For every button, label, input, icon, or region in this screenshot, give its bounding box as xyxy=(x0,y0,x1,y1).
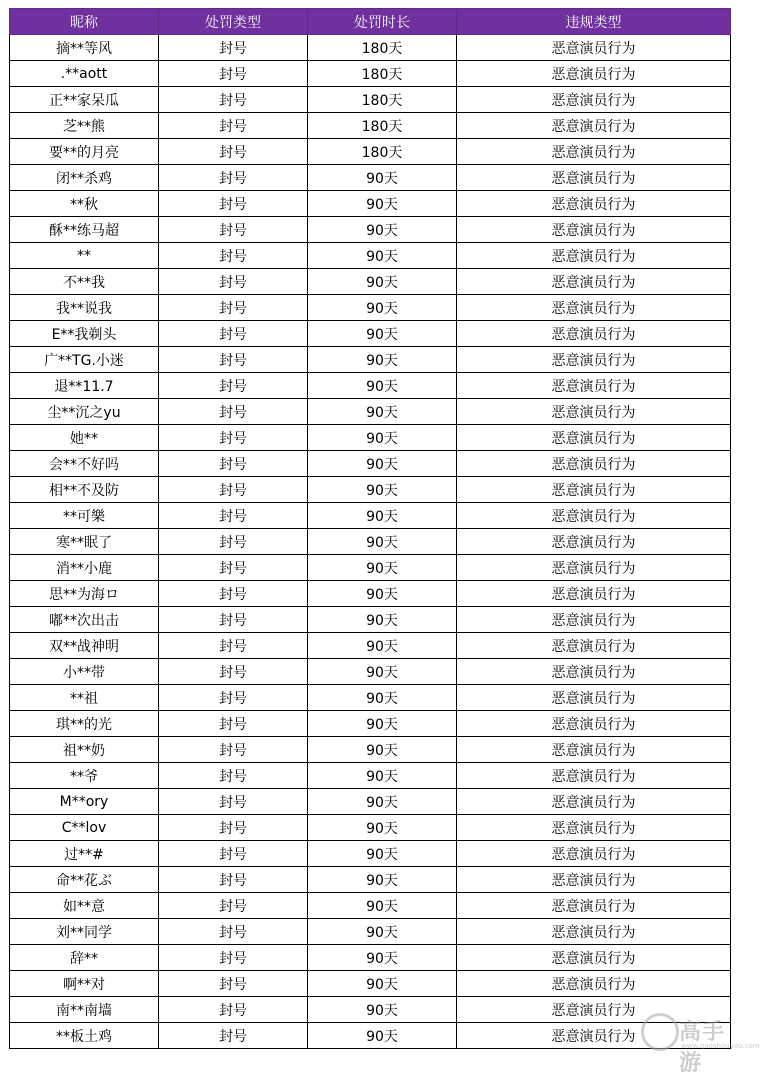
cell-nickname: 如**意 xyxy=(10,893,159,919)
table-row xyxy=(10,997,731,1023)
cell-nickname: 正**家呆瓜 xyxy=(10,87,159,113)
cell-penalty-type: 封号 xyxy=(159,503,308,529)
table-row xyxy=(10,971,731,997)
table-row xyxy=(10,321,731,347)
cell-penalty-type: 封号 xyxy=(159,87,308,113)
cell-penalty-duration: 90天 xyxy=(308,867,457,893)
cell-penalty-type: 封号 xyxy=(159,1023,308,1049)
cell-nickname: 琪**的光 xyxy=(10,711,159,737)
cell-penalty-duration: 90天 xyxy=(308,971,457,997)
cell-violation-type: 恶意演员行为 xyxy=(457,763,731,789)
cell-nickname: **爷 xyxy=(10,763,159,789)
cell-penalty-duration: 180天 xyxy=(308,113,457,139)
table-row xyxy=(10,139,731,165)
watermark-logo xyxy=(641,1009,760,1076)
cell-violation-type: 恶意演员行为 xyxy=(457,893,731,919)
cell-penalty-duration: 90天 xyxy=(308,373,457,399)
cell-nickname: .**aott xyxy=(10,61,159,87)
cell-nickname: **祖 xyxy=(10,685,159,711)
cell-penalty-duration: 90天 xyxy=(308,659,457,685)
cell-penalty-type: 封号 xyxy=(159,789,308,815)
cell-penalty-duration: 90天 xyxy=(308,581,457,607)
cell-penalty-duration: 180天 xyxy=(308,61,457,87)
cell-penalty-type: 封号 xyxy=(159,35,308,61)
cell-violation-type: 恶意演员行为 xyxy=(457,633,731,659)
table-row xyxy=(10,737,731,763)
watermark-text: 高手游 xyxy=(679,1020,726,1076)
cell-penalty-duration: 180天 xyxy=(308,87,457,113)
cell-nickname: 啊**对 xyxy=(10,971,159,997)
cell-penalty-duration: 180天 xyxy=(308,139,457,165)
cell-nickname: 我**说我 xyxy=(10,295,159,321)
cell-penalty-type: 封号 xyxy=(159,477,308,503)
cell-violation-type: 恶意演员行为 xyxy=(457,87,731,113)
cell-nickname: 闭**杀鸡 xyxy=(10,165,159,191)
table-row xyxy=(10,893,731,919)
cell-nickname: M**ory xyxy=(10,789,159,815)
cell-violation-type: 恶意演员行为 xyxy=(457,399,731,425)
watermark-badge-icon xyxy=(641,1013,679,1051)
cell-nickname: 祖**奶 xyxy=(10,737,159,763)
column-header-violation-type: 违规类型 xyxy=(457,9,731,35)
cell-violation-type: 恶意演员行为 xyxy=(457,269,731,295)
cell-penalty-type: 封号 xyxy=(159,61,308,87)
cell-penalty-duration: 90天 xyxy=(308,451,457,477)
table-row xyxy=(10,529,731,555)
table-row xyxy=(10,503,731,529)
cell-nickname: 会**不好吗 xyxy=(10,451,159,477)
table-row xyxy=(10,659,731,685)
cell-penalty-duration: 90天 xyxy=(308,919,457,945)
column-header-penalty-duration: 处罚时长 xyxy=(308,9,457,35)
cell-violation-type: 恶意演员行为 xyxy=(457,685,731,711)
cell-penalty-duration: 90天 xyxy=(308,165,457,191)
cell-penalty-duration: 90天 xyxy=(308,477,457,503)
cell-nickname: 要**的月亮 xyxy=(10,139,159,165)
cell-penalty-duration: 90天 xyxy=(308,399,457,425)
penalty-table-container xyxy=(9,8,730,1049)
table-header-row xyxy=(10,9,731,35)
cell-nickname: **秋 xyxy=(10,191,159,217)
cell-violation-type: 恶意演员行为 xyxy=(457,139,731,165)
table-row xyxy=(10,87,731,113)
cell-nickname: 消**小鹿 xyxy=(10,555,159,581)
table-row xyxy=(10,711,731,737)
cell-penalty-type: 封号 xyxy=(159,867,308,893)
table-row xyxy=(10,815,731,841)
column-header-penalty-type: 处罚类型 xyxy=(159,9,308,35)
cell-violation-type: 恶意演员行为 xyxy=(457,295,731,321)
cell-penalty-duration: 90天 xyxy=(308,555,457,581)
cell-penalty-type: 封号 xyxy=(159,945,308,971)
table-row xyxy=(10,555,731,581)
cell-violation-type: 恶意演员行为 xyxy=(457,425,731,451)
cell-violation-type: 恶意演员行为 xyxy=(457,321,731,347)
cell-penalty-duration: 90天 xyxy=(308,763,457,789)
cell-penalty-duration: 90天 xyxy=(308,269,457,295)
cell-violation-type: 恶意演员行为 xyxy=(457,711,731,737)
cell-penalty-type: 封号 xyxy=(159,425,308,451)
cell-penalty-type: 封号 xyxy=(159,581,308,607)
cell-penalty-type: 封号 xyxy=(159,243,308,269)
table-row xyxy=(10,1023,731,1049)
cell-penalty-duration: 90天 xyxy=(308,685,457,711)
table-row xyxy=(10,685,731,711)
cell-violation-type: 恶意演员行为 xyxy=(457,997,731,1023)
cell-penalty-type: 封号 xyxy=(159,633,308,659)
cell-penalty-type: 封号 xyxy=(159,841,308,867)
cell-nickname: 芝**熊 xyxy=(10,113,159,139)
cell-nickname: 嘟**次出击 xyxy=(10,607,159,633)
cell-violation-type: 恶意演员行为 xyxy=(457,945,731,971)
cell-penalty-type: 封号 xyxy=(159,997,308,1023)
table-row xyxy=(10,61,731,87)
cell-nickname: 不**我 xyxy=(10,269,159,295)
cell-penalty-duration: 90天 xyxy=(308,503,457,529)
cell-nickname: **板土鸡 xyxy=(10,1023,159,1049)
table-row xyxy=(10,373,731,399)
table-row xyxy=(10,243,731,269)
table-row xyxy=(10,867,731,893)
cell-penalty-type: 封号 xyxy=(159,321,308,347)
cell-violation-type: 恶意演员行为 xyxy=(457,243,731,269)
table-row xyxy=(10,295,731,321)
cell-violation-type: 恶意演员行为 xyxy=(457,581,731,607)
cell-nickname: 相**不及防 xyxy=(10,477,159,503)
cell-nickname: C**lov xyxy=(10,815,159,841)
table-row xyxy=(10,269,731,295)
cell-penalty-type: 封号 xyxy=(159,893,308,919)
cell-nickname: 辞** xyxy=(10,945,159,971)
cell-penalty-duration: 90天 xyxy=(308,191,457,217)
cell-penalty-duration: 90天 xyxy=(308,425,457,451)
table-row xyxy=(10,763,731,789)
cell-nickname: 南**南墙 xyxy=(10,997,159,1023)
cell-violation-type: 恶意演员行为 xyxy=(457,113,731,139)
cell-violation-type: 恶意演员行为 xyxy=(457,477,731,503)
cell-violation-type: 恶意演员行为 xyxy=(457,555,731,581)
cell-penalty-type: 封号 xyxy=(159,139,308,165)
cell-penalty-duration: 90天 xyxy=(308,997,457,1023)
table-row xyxy=(10,581,731,607)
cell-nickname: 刘**同学 xyxy=(10,919,159,945)
cell-penalty-type: 封号 xyxy=(159,685,308,711)
cell-violation-type: 恶意演员行为 xyxy=(457,165,731,191)
cell-penalty-type: 封号 xyxy=(159,295,308,321)
cell-violation-type: 恶意演员行为 xyxy=(457,1023,731,1049)
table-row xyxy=(10,399,731,425)
table-row xyxy=(10,477,731,503)
cell-penalty-duration: 90天 xyxy=(308,711,457,737)
table-row xyxy=(10,789,731,815)
table-row xyxy=(10,165,731,191)
watermark-subtext: www.gaoshouyou.com xyxy=(681,1042,760,1050)
cell-penalty-duration: 90天 xyxy=(308,789,457,815)
table-row xyxy=(10,841,731,867)
cell-nickname: 她** xyxy=(10,425,159,451)
cell-penalty-type: 封号 xyxy=(159,347,308,373)
cell-nickname: 小**带 xyxy=(10,659,159,685)
cell-violation-type: 恶意演员行为 xyxy=(457,503,731,529)
cell-penalty-type: 封号 xyxy=(159,971,308,997)
cell-nickname: 思**为海ロ xyxy=(10,581,159,607)
cell-penalty-duration: 90天 xyxy=(308,347,457,373)
cell-violation-type: 恶意演员行为 xyxy=(457,451,731,477)
cell-nickname: 双**战神明 xyxy=(10,633,159,659)
cell-penalty-duration: 90天 xyxy=(308,607,457,633)
cell-penalty-type: 封号 xyxy=(159,451,308,477)
cell-penalty-duration: 90天 xyxy=(308,217,457,243)
cell-penalty-duration: 90天 xyxy=(308,1023,457,1049)
penalty-table xyxy=(9,8,731,1049)
cell-violation-type: 恶意演员行为 xyxy=(457,659,731,685)
cell-penalty-type: 封号 xyxy=(159,165,308,191)
cell-penalty-type: 封号 xyxy=(159,217,308,243)
cell-nickname: 退**11.7 xyxy=(10,373,159,399)
cell-penalty-duration: 90天 xyxy=(308,893,457,919)
cell-penalty-duration: 90天 xyxy=(308,295,457,321)
cell-penalty-duration: 90天 xyxy=(308,945,457,971)
table-row xyxy=(10,35,731,61)
table-row xyxy=(10,451,731,477)
cell-violation-type: 恶意演员行为 xyxy=(457,191,731,217)
cell-penalty-duration: 180天 xyxy=(308,35,457,61)
table-row xyxy=(10,217,731,243)
table-row xyxy=(10,191,731,217)
column-header-nickname: 昵称 xyxy=(10,9,159,35)
cell-violation-type: 恶意演员行为 xyxy=(457,867,731,893)
cell-penalty-duration: 90天 xyxy=(308,321,457,347)
cell-violation-type: 恶意演员行为 xyxy=(457,373,731,399)
table-row xyxy=(10,633,731,659)
cell-violation-type: 恶意演员行为 xyxy=(457,919,731,945)
cell-penalty-type: 封号 xyxy=(159,763,308,789)
cell-violation-type: 恶意演员行为 xyxy=(457,607,731,633)
cell-penalty-duration: 90天 xyxy=(308,633,457,659)
table-row xyxy=(10,425,731,451)
cell-penalty-type: 封号 xyxy=(159,191,308,217)
table-row xyxy=(10,607,731,633)
cell-violation-type: 恶意演员行为 xyxy=(457,347,731,373)
cell-violation-type: 恶意演员行为 xyxy=(457,841,731,867)
cell-nickname: 广**TG.小迷 xyxy=(10,347,159,373)
cell-penalty-type: 封号 xyxy=(159,659,308,685)
cell-nickname: 命**花ぶ xyxy=(10,867,159,893)
cell-nickname: 寒**眠了 xyxy=(10,529,159,555)
cell-violation-type: 恶意演员行为 xyxy=(457,35,731,61)
cell-penalty-type: 封号 xyxy=(159,269,308,295)
cell-nickname: 过**# xyxy=(10,841,159,867)
cell-nickname: 尘**沉之yu xyxy=(10,399,159,425)
cell-penalty-duration: 90天 xyxy=(308,841,457,867)
cell-violation-type: 恶意演员行为 xyxy=(457,217,731,243)
cell-penalty-duration: 90天 xyxy=(308,529,457,555)
cell-penalty-type: 封号 xyxy=(159,607,308,633)
table-row xyxy=(10,945,731,971)
cell-penalty-type: 封号 xyxy=(159,919,308,945)
cell-violation-type: 恶意演员行为 xyxy=(457,971,731,997)
cell-nickname: ** xyxy=(10,243,159,269)
cell-violation-type: 恶意演员行为 xyxy=(457,789,731,815)
table-row xyxy=(10,347,731,373)
cell-nickname: **可樂 xyxy=(10,503,159,529)
cell-penalty-type: 封号 xyxy=(159,399,308,425)
table-row xyxy=(10,919,731,945)
cell-penalty-duration: 90天 xyxy=(308,243,457,269)
table-row xyxy=(10,113,731,139)
cell-violation-type: 恶意演员行为 xyxy=(457,815,731,841)
cell-penalty-type: 封号 xyxy=(159,529,308,555)
cell-violation-type: 恶意演员行为 xyxy=(457,737,731,763)
cell-penalty-type: 封号 xyxy=(159,113,308,139)
cell-nickname: 酥**练马超 xyxy=(10,217,159,243)
cell-violation-type: 恶意演员行为 xyxy=(457,61,731,87)
cell-nickname: E**我剃头 xyxy=(10,321,159,347)
cell-penalty-type: 封号 xyxy=(159,555,308,581)
cell-penalty-type: 封号 xyxy=(159,373,308,399)
cell-nickname: 摘**等风 xyxy=(10,35,159,61)
cell-penalty-duration: 90天 xyxy=(308,815,457,841)
cell-violation-type: 恶意演员行为 xyxy=(457,529,731,555)
cell-penalty-type: 封号 xyxy=(159,711,308,737)
cell-penalty-type: 封号 xyxy=(159,815,308,841)
cell-penalty-type: 封号 xyxy=(159,737,308,763)
cell-penalty-duration: 90天 xyxy=(308,737,457,763)
